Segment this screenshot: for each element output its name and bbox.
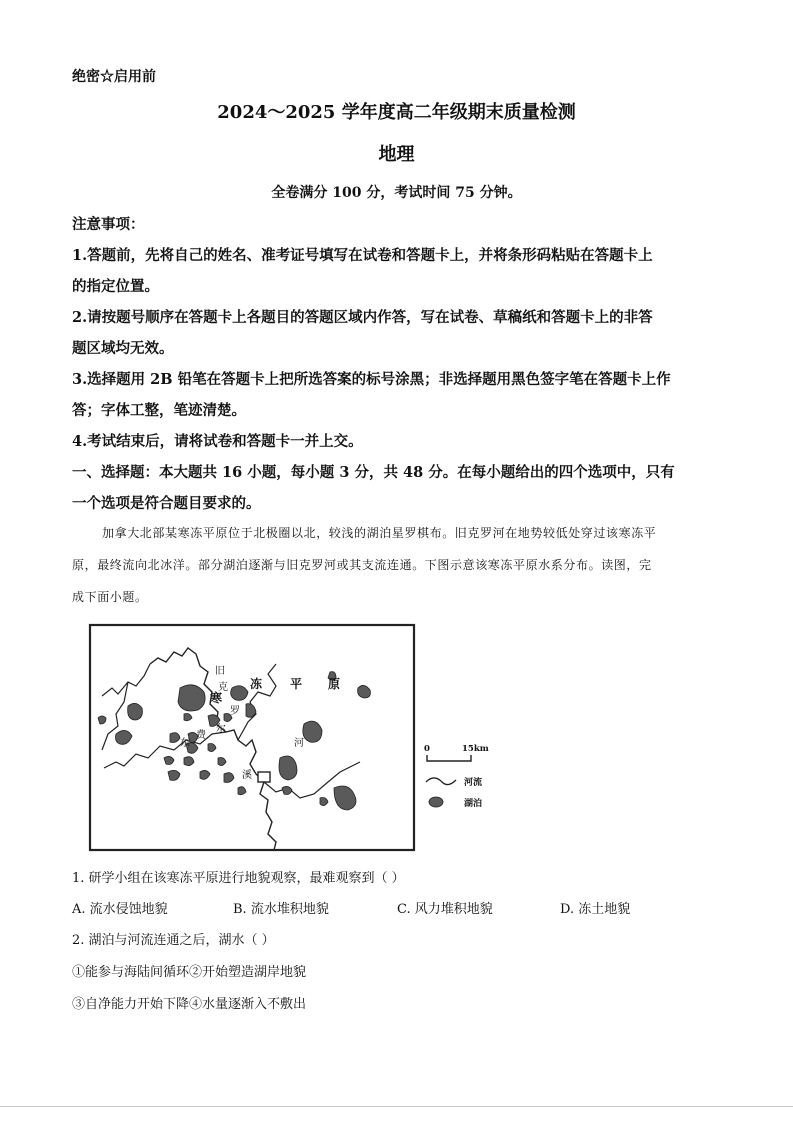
passage-line: 原，最终流向北冰洋。部分湖泊逐渐与旧克罗河或其支流连通。下图示意该寒冻平原水系分布。读图，完 (72, 558, 652, 572)
map-label: 溪 (242, 770, 252, 781)
map-label: 平 (290, 677, 303, 691)
note-line: 2.请按题号顺序在答题卡上各题目的答题区域内作答，写在试卷、草稿纸和答题卡上的非答 (72, 309, 653, 326)
lake (128, 703, 143, 720)
q1-option-c: C. 风力堆积地貌 (397, 902, 493, 917)
scale-distance: 15km (462, 744, 489, 754)
study-area-box (258, 772, 270, 782)
lake (184, 757, 194, 766)
legend-lake-label: 湖泊 (464, 799, 483, 809)
lake (184, 714, 192, 721)
lake (208, 744, 216, 752)
map-label: 东 (180, 738, 190, 749)
map-label: 罗 (230, 706, 240, 717)
exam-title: 2024～2025 学年度高二年级期末质量检测 (217, 102, 576, 123)
lake (98, 716, 106, 724)
note-line: 1.答题前，先将自己的姓名、准考证号填写在试卷和答题卡上，并将条形码粘贴在答题卡上 (72, 247, 653, 264)
passage-line: 加拿大北部某寒冻平原位于北极圈以北，较浅的湖泊星罗棋布。旧克罗河在地势较低处穿过该寒冻平 (102, 526, 657, 540)
q1-option-b: B. 流水堆积地貌 (233, 902, 329, 917)
map-frame (90, 625, 414, 850)
section-heading: 一、选择题：本大题共 16 小题，每小题 3 分，共 48 分。在每小题给出的四个选项中，只有 (72, 464, 675, 481)
note-line: 4.考试结束后，请将试卷和答题卡一并上交。 (72, 433, 363, 450)
lake (231, 686, 248, 701)
lake (218, 758, 226, 766)
map-legend (418, 740, 518, 820)
lake (320, 798, 328, 806)
lake (170, 733, 180, 743)
q1-option-a: A. 流水侵蚀地貌 (72, 902, 168, 917)
lake (238, 787, 246, 795)
map-label: 寒 (210, 691, 223, 705)
map-label: 河 (294, 738, 304, 749)
lake (279, 756, 297, 780)
question-2-stem: 2. 湖泊与河流连通之后，湖水（ ） (72, 933, 275, 948)
river-right (238, 664, 276, 740)
lake (303, 721, 322, 742)
note-line: 答；字体工整，笔迹清楚。 (72, 402, 246, 419)
map-label: 尔 (216, 724, 226, 735)
full-score-note: 全卷满分 100 分，考试时间 75 分钟。 (271, 185, 522, 201)
confidential-label: 绝密☆启用前 (72, 69, 156, 85)
page-bottom-rule (0, 1106, 793, 1107)
scale-bar (427, 755, 471, 761)
q2-item-line: ③自净能力开始下降④水量逐渐入不敷出 (72, 997, 307, 1012)
lake (164, 756, 174, 764)
lake (334, 786, 356, 810)
map-label: 冻 (250, 677, 263, 691)
map-label: 克 (218, 682, 228, 693)
legend-river-label: 河流 (464, 778, 483, 788)
lake (282, 786, 292, 794)
note-line: 3.选择题用 2B 铅笔在答题卡上把所选答案的标号涂黑；非选择题用黑色签字笔在答题卡上作 (72, 371, 671, 388)
section-heading-cont: 一个选项是符合题目要求的。 (72, 495, 261, 512)
q2-item-line: ①能参与海陆间循环②开始塑造湖岸地貌 (72, 965, 307, 980)
q1-option-d: D. 冻土地貌 (560, 902, 631, 917)
passage-line: 成下面小题。 (72, 590, 148, 604)
lake (224, 773, 234, 783)
lake (178, 685, 205, 711)
map-label: 费 (196, 730, 206, 741)
lakes (98, 672, 370, 810)
note-line: 的指定位置。 (72, 278, 159, 295)
question-1-stem: 1. 研学小组在该寒冻平原进行地貌观察，最难观察到（ ） (72, 871, 405, 886)
map-label: 旧 (215, 666, 225, 677)
scale-zero: 0 (424, 744, 430, 754)
map-label: 原 (328, 677, 341, 691)
notes-heading: 注意事项： (72, 216, 145, 233)
subject-title: 地理 (378, 144, 415, 165)
lake (200, 770, 210, 779)
lake (358, 685, 371, 698)
note-line: 题区域均无效。 (72, 340, 174, 357)
legend-river-symbol (426, 778, 456, 785)
lake (116, 730, 133, 744)
legend-lake-symbol (429, 797, 443, 807)
lake (168, 770, 180, 780)
